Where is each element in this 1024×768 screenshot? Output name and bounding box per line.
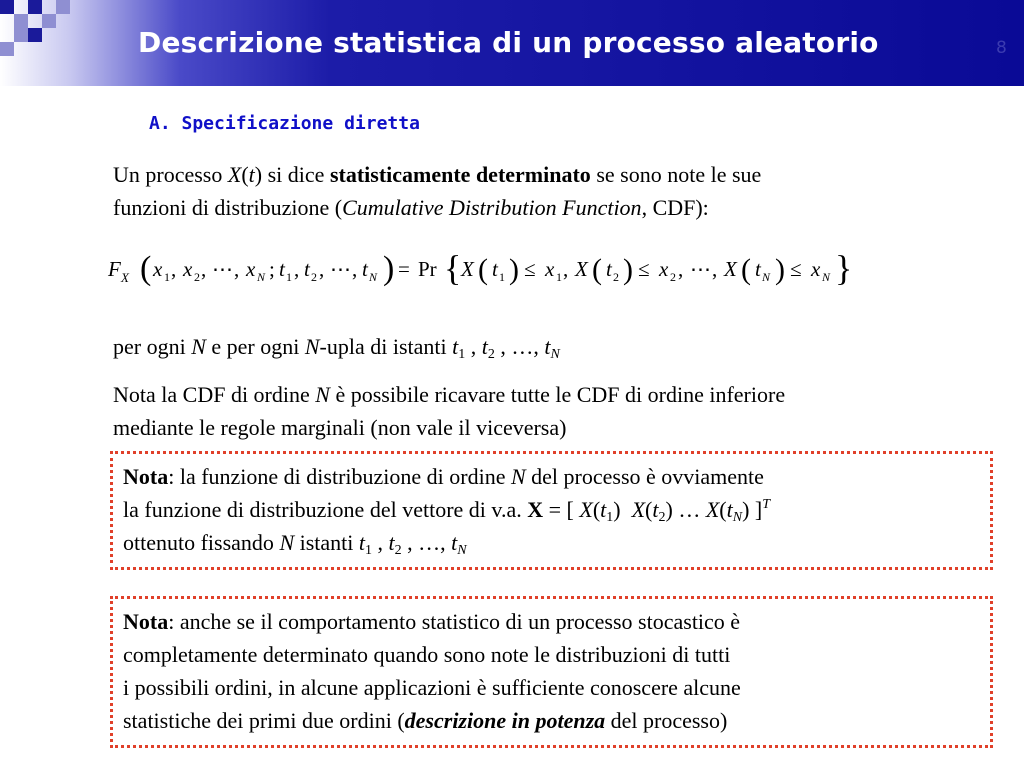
svg-text:⋯: ⋯ — [330, 257, 351, 281]
svg-text:,: , — [319, 257, 325, 281]
condition-paragraph: per ogni N e per ogni N-upla di istanti $t_1$ , $t_2$ , …, $t_N$ — [113, 334, 560, 362]
svg-text:(: ( — [140, 250, 152, 287]
svg-text:): ) — [775, 253, 785, 286]
svg-text:x: x — [183, 257, 193, 281]
svg-text:,: , — [234, 257, 240, 281]
svg-text:N: N — [762, 270, 771, 284]
svg-text:,: , — [563, 257, 569, 281]
svg-text:,: , — [171, 257, 177, 281]
svg-text:x: x — [246, 257, 256, 281]
decor-square — [28, 0, 42, 14]
note-label: Nota — [123, 609, 169, 634]
formula-F-sub: X — [121, 270, 129, 285]
svg-text:t: t — [362, 257, 368, 281]
svg-text:N: N — [822, 270, 831, 284]
decor-square — [56, 0, 70, 14]
svg-text:t: t — [304, 257, 310, 281]
svg-text:t: t — [606, 257, 612, 281]
svg-text:N: N — [257, 270, 266, 284]
key-term: statisticamente determinato — [329, 162, 591, 187]
svg-text:): ) — [383, 250, 395, 287]
svg-text:X: X — [575, 257, 588, 281]
slide-number: 8 — [996, 38, 1007, 58]
svg-text:t: t — [279, 257, 285, 281]
note-box-vector: Nota: la funzione di distribuzione di ordine N del processo è ovviamente la funzione di distribuzione del vettore di v.a. X = [ $X(t_1)$ $X(t_2)$ … $X(t_N)$ ]$^T$ ottenuto fissando N istanti $t_1$ , $t_2$ , …, $t_N$ — [110, 451, 993, 570]
svg-text:≤: ≤ — [524, 257, 536, 281]
svg-text:): ) — [623, 253, 633, 286]
note-box-power: Nota: anche se il comportamento statistico di un processo stocastico è completamente determinato quando sono note le distribuzioni di tutti i possibili ordini, in alcune applicazioni è sufficiente conoscere alcune statistiche dei primi due ordini (descrizione in potenza del processo) — [110, 596, 993, 748]
svg-text:t: t — [492, 257, 498, 281]
svg-text:(: ( — [592, 253, 602, 286]
svg-text:x: x — [811, 257, 821, 281]
note-label: Nota — [123, 464, 169, 489]
svg-text:1: 1 — [286, 270, 292, 284]
svg-text:N: N — [369, 270, 378, 284]
svg-text:,: , — [678, 257, 684, 281]
decor-square — [14, 14, 28, 28]
svg-text:t: t — [755, 257, 761, 281]
svg-text:(: ( — [478, 253, 488, 286]
svg-text:): ) — [509, 253, 519, 286]
slide-title: Descrizione statistica di un processo aleatorio — [138, 26, 879, 59]
svg-text:,: , — [201, 257, 207, 281]
svg-text:2: 2 — [194, 270, 200, 284]
definition-paragraph: Un processo X(t) si dice statisticamente determinato se sono note le sue funzioni di distribuzione (Cumulative Distribution Function, CDF): — [113, 162, 762, 220]
svg-text:(: ( — [741, 253, 751, 286]
svg-text:X: X — [724, 257, 737, 281]
svg-text:x: x — [153, 257, 163, 281]
svg-text:≤: ≤ — [790, 257, 802, 281]
svg-text:x: x — [545, 257, 555, 281]
svg-text:1: 1 — [164, 270, 170, 284]
decor-square — [14, 28, 28, 42]
svg-text:2: 2 — [670, 270, 676, 284]
svg-text:,: , — [712, 257, 718, 281]
svg-text:=: = — [398, 257, 410, 281]
svg-text:X: X — [461, 257, 474, 281]
section-subtitle: A. Specificazione diretta — [149, 113, 420, 134]
svg-text:1: 1 — [499, 270, 505, 284]
svg-text:;: ; — [269, 257, 275, 281]
decor-square — [42, 14, 56, 28]
svg-text:⋯: ⋯ — [690, 257, 711, 281]
svg-text:x: x — [659, 257, 669, 281]
svg-text:,: , — [352, 257, 358, 281]
decor-square — [0, 0, 14, 14]
svg-text:⋯: ⋯ — [212, 257, 233, 281]
decor-square — [28, 28, 42, 42]
svg-text:1: 1 — [556, 270, 562, 284]
svg-text:{: { — [444, 248, 462, 288]
svg-text:2: 2 — [311, 270, 317, 284]
decor-square — [0, 42, 14, 56]
formula-F: F — [108, 257, 121, 281]
title-bar — [0, 0, 1024, 86]
cdf-formula — [108, 246, 968, 292]
svg-text:2: 2 — [613, 270, 619, 284]
svg-text:}: } — [835, 248, 853, 288]
marginal-paragraph: Nota la CDF di ordine N è possibile ricavare tutte le CDF di ordine inferiore mediante le regole marginali (non vale il viceversa) — [113, 382, 786, 440]
svg-text:≤: ≤ — [638, 257, 650, 281]
formula-Pr: Pr — [418, 257, 437, 281]
svg-text:,: , — [294, 257, 300, 281]
